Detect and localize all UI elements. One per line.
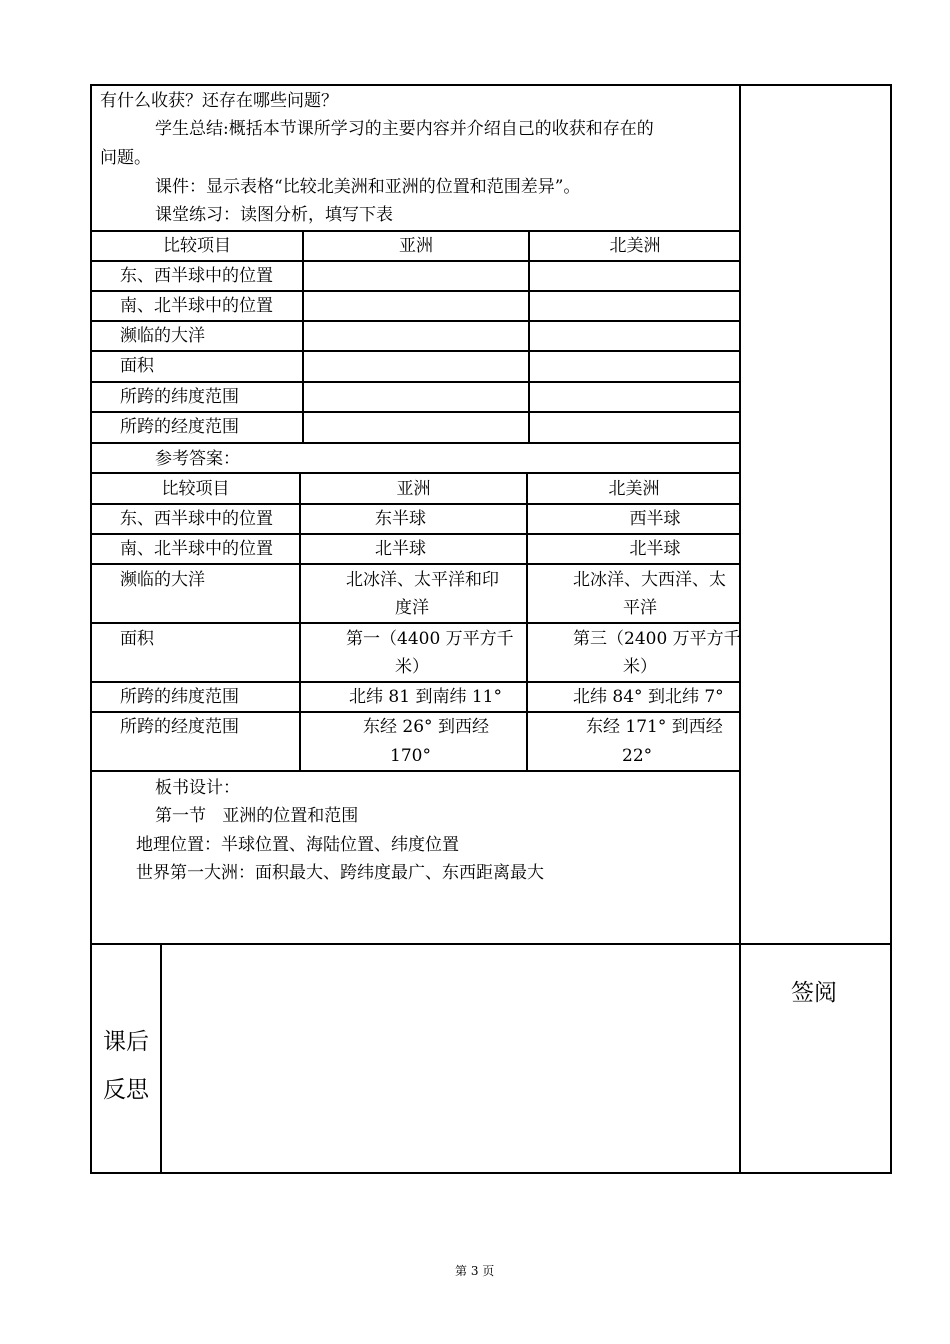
ans-row-label: 东、西半球中的位置 xyxy=(120,509,273,529)
ans-rule-5 xyxy=(90,681,741,683)
page-number: 第 3 页 xyxy=(455,1264,495,1278)
ex-rule-5 xyxy=(90,381,741,383)
ans-na-value: 北冰洋、大西洋、太 xyxy=(573,570,726,590)
ex-rule-3 xyxy=(90,320,741,322)
ans-asia-value: 度洋 xyxy=(395,598,429,618)
ex-rule-6 xyxy=(90,411,741,413)
ans-rule-7 xyxy=(90,770,741,772)
ans-na-value: 22° xyxy=(622,746,653,766)
ans-rule-2 xyxy=(90,533,741,535)
ans-na-value: 平洋 xyxy=(623,598,657,618)
intro-line-1: 有什么收获？还存在哪些问题？ xyxy=(100,91,338,111)
ans-row-label: 南、北半球中的位置 xyxy=(120,539,273,559)
ans-asia-value: 米） xyxy=(395,657,429,677)
ans-row-label: 面积 xyxy=(120,629,154,649)
ex-rule-1 xyxy=(90,260,741,262)
ans-rule-3 xyxy=(90,563,741,565)
ex-header-item: 比较项目 xyxy=(163,236,231,256)
ex-rule-0 xyxy=(90,230,741,232)
ex-header-na: 北美洲 xyxy=(609,236,661,256)
board-design-line-1: 第一节 亚洲的位置和范围 xyxy=(155,806,359,826)
ans-asia-value: 东经 26° 到西经 xyxy=(363,717,489,737)
reflection-divider xyxy=(90,943,892,945)
ex-rule-2 xyxy=(90,290,741,292)
ex-header-asia: 亚洲 xyxy=(399,236,433,256)
ans-asia-value: 北纬 81 到南纬 11° xyxy=(349,687,502,707)
ans-na-value: 北半球 xyxy=(629,539,681,559)
ans-rule-6 xyxy=(90,711,741,713)
ex-row-label: 所跨的纬度范围 xyxy=(120,387,239,407)
ans-header-na: 北美洲 xyxy=(608,479,660,499)
ex-rule-7 xyxy=(90,442,741,444)
ans-rule-1 xyxy=(90,503,741,505)
ans-asia-value: 东半球 xyxy=(375,509,426,529)
ex-row-label: 东、西半球中的位置 xyxy=(120,266,273,286)
frame-right xyxy=(890,84,892,1174)
answer-label: 参考答案： xyxy=(155,449,240,469)
intro-line-3: 问题。 xyxy=(100,148,151,168)
ex-row-label: 濒临的大洋 xyxy=(120,326,205,346)
ex-col-2 xyxy=(528,230,530,443)
intro-line-4: 课件：显示表格“比较北美洲和亚洲的位置和范围差异”。 xyxy=(155,177,581,197)
ans-row-label: 所跨的纬度范围 xyxy=(120,687,239,707)
ex-row-label: 所跨的经度范围 xyxy=(120,417,239,437)
ans-asia-value: 170° xyxy=(390,746,431,766)
board-design-line-2: 地理位置：半球位置、海陆位置、纬度位置 xyxy=(136,835,459,855)
ex-rule-4 xyxy=(90,350,741,352)
intro-line-2: 学生总结:概括本节课所学习的主要内容并介绍自己的收获和存在的 xyxy=(155,119,654,139)
reflection-label-divider xyxy=(160,943,162,1174)
ans-header-item: 比较项目 xyxy=(161,479,230,499)
reflection-label-2: 反思 xyxy=(103,1077,149,1103)
sign-label: 签阅 xyxy=(791,980,837,1006)
ex-col-1 xyxy=(302,230,304,443)
reflection-label-1: 课后 xyxy=(103,1029,149,1055)
ans-asia-value: 北半球 xyxy=(375,539,426,559)
ans-row-label: 所跨的经度范围 xyxy=(120,717,239,737)
board-design-label: 板书设计： xyxy=(155,778,240,798)
ans-row-label: 濒临的大洋 xyxy=(120,570,205,590)
ans-na-value: 东经 171° 到西经 xyxy=(586,717,723,737)
ans-na-value: 第三（2400 万平方千 xyxy=(573,629,741,649)
board-design-line-3: 世界第一大洲：面积最大、跨纬度最广、东西距离最大 xyxy=(136,863,544,883)
frame-top xyxy=(90,84,892,86)
ans-na-value: 北纬 84° 到北纬 7° xyxy=(573,687,724,707)
ex-row-label: 南、北半球中的位置 xyxy=(120,296,273,316)
ex-row-label: 面积 xyxy=(120,356,154,376)
ans-rule-4 xyxy=(90,622,741,624)
ans-asia-value: 第一（4400 万平方千 xyxy=(346,629,514,649)
ans-na-value: 西半球 xyxy=(629,509,681,529)
ans-header-asia: 亚洲 xyxy=(396,479,431,499)
frame-bottom xyxy=(90,1172,892,1174)
ans-asia-value: 北冰洋、太平洋和印 xyxy=(346,570,499,590)
ans-na-value: 米） xyxy=(623,657,657,677)
intro-line-5: 课堂练习：读图分析，填写下表 xyxy=(155,205,393,225)
ans-rule-0 xyxy=(90,472,741,474)
